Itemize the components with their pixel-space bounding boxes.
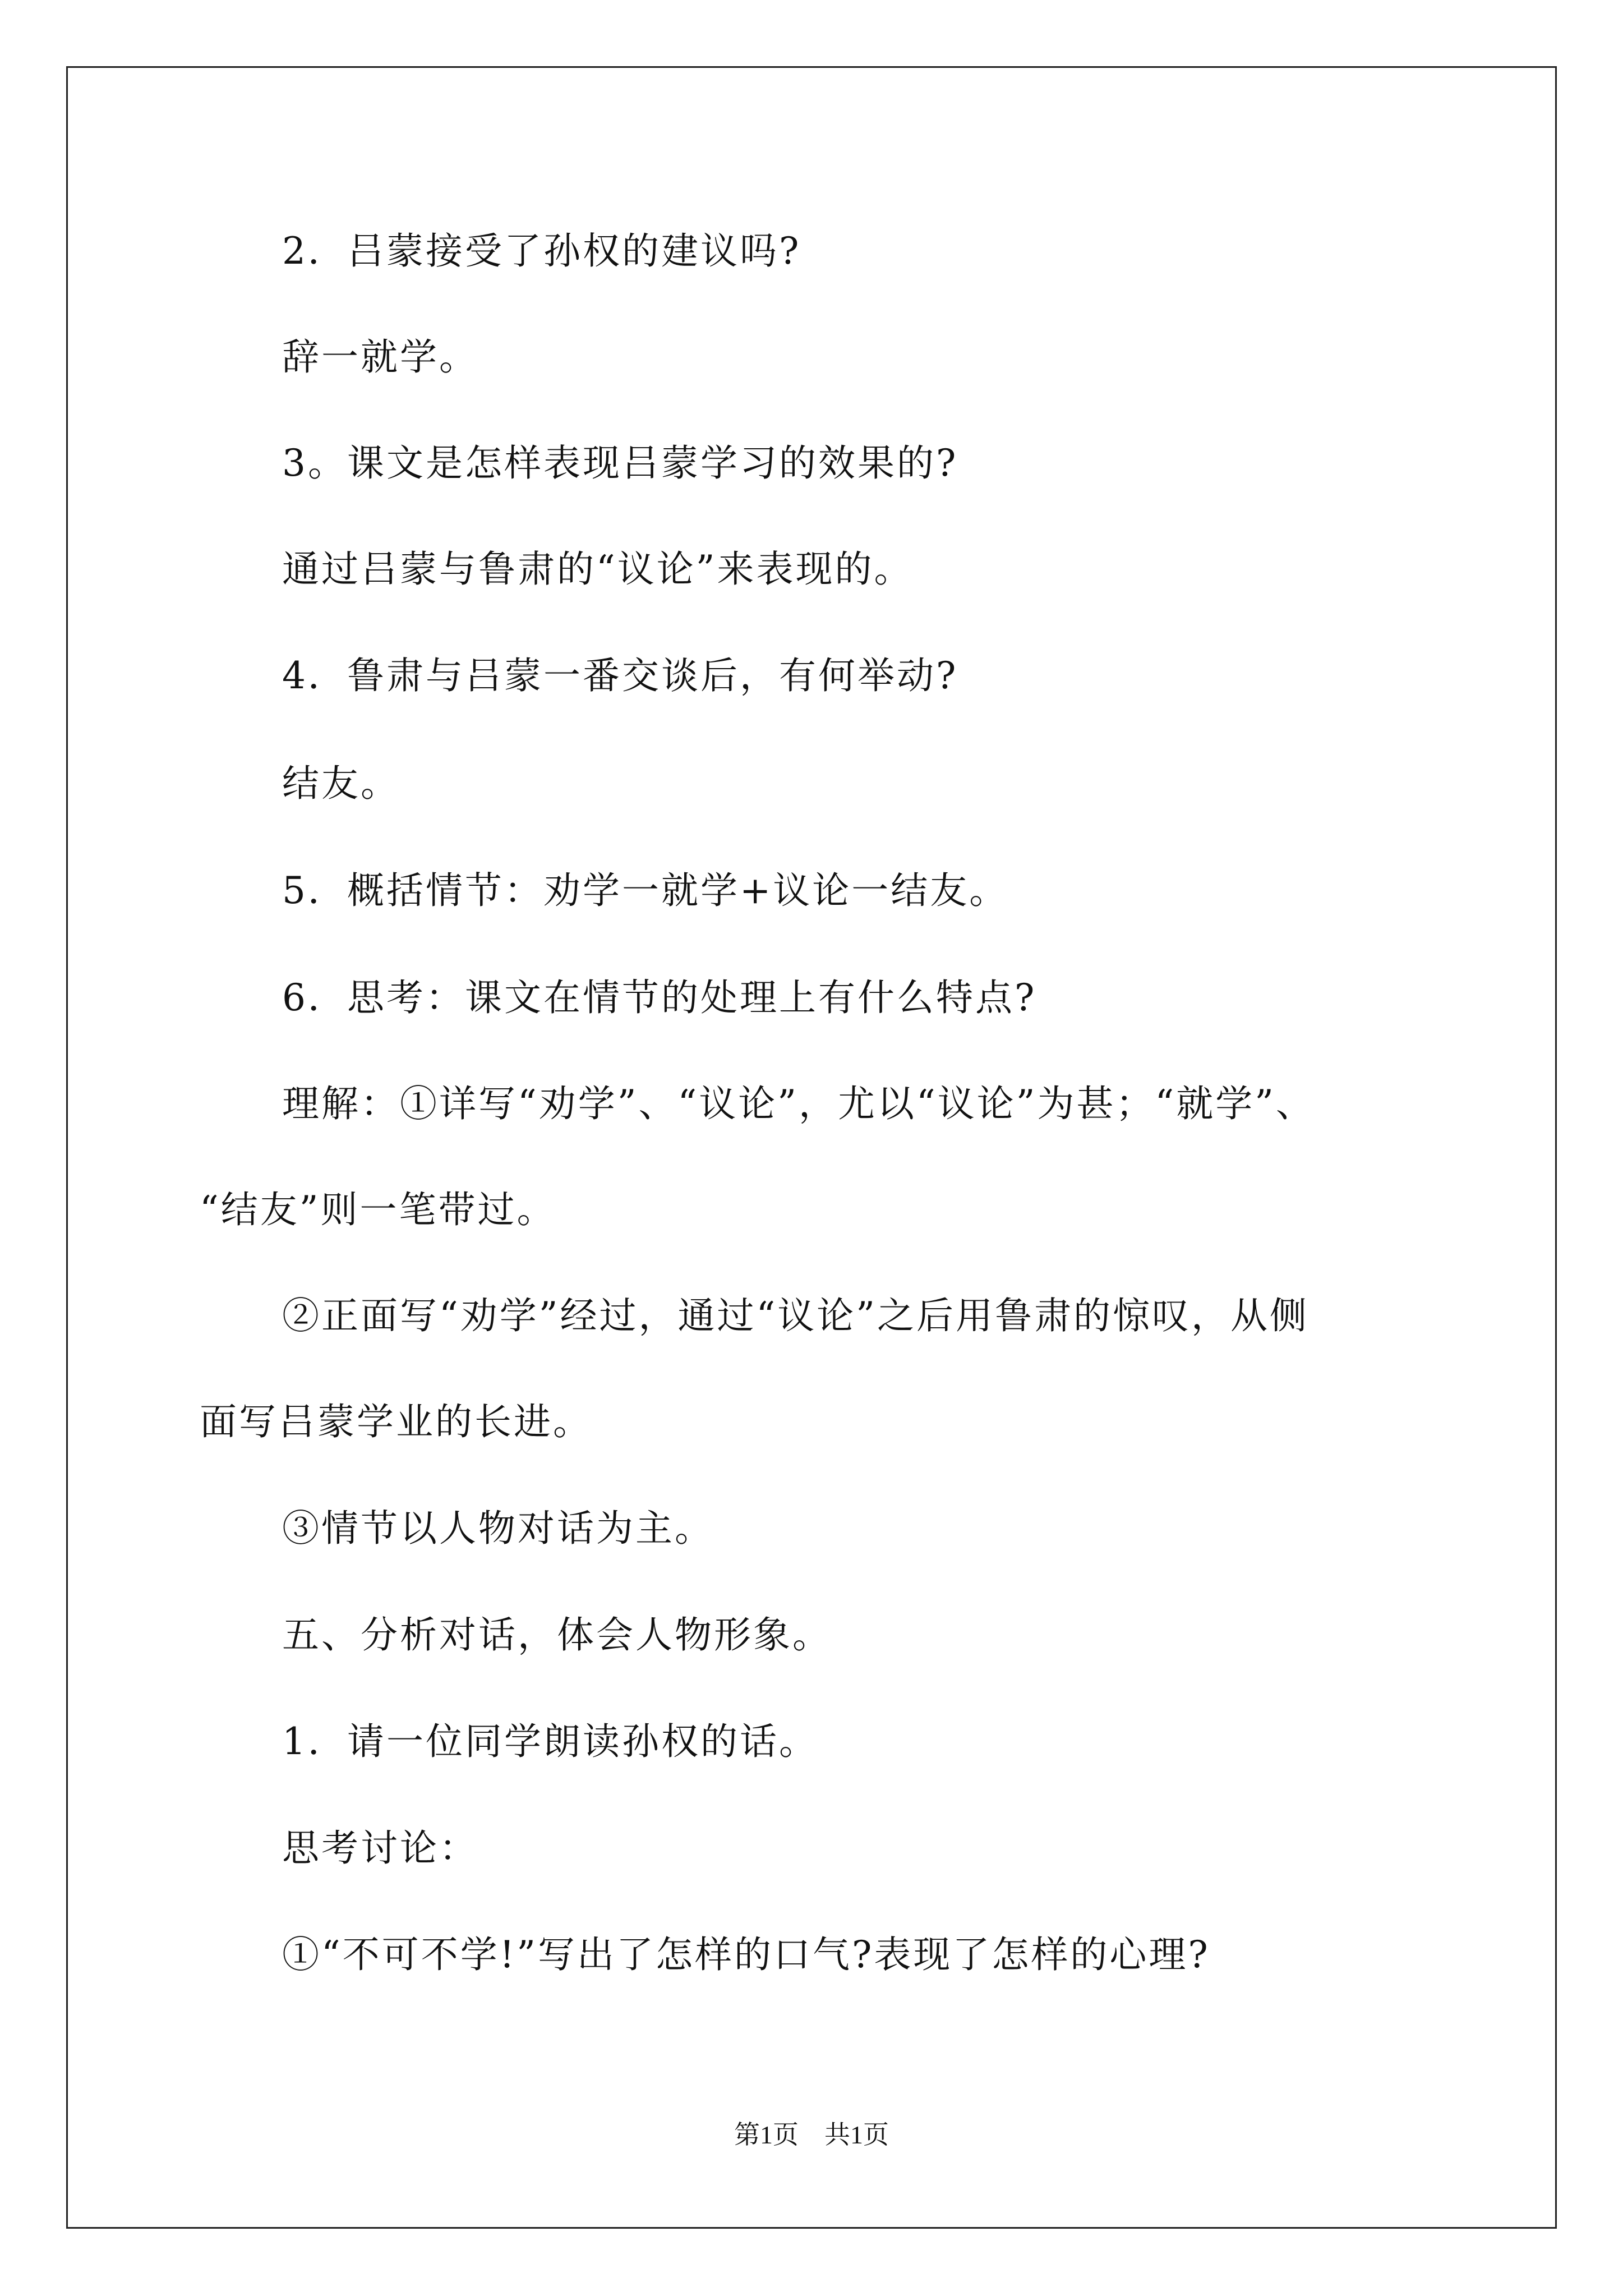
text-line: 五、分析对话，体会人物形象。 (282, 1613, 832, 1657)
text-line: 通过吕蒙与鲁肃的“议论”来表现的。 (282, 547, 914, 591)
text-line: 理解：①详写“劝学”、“议论”，尤以“议论”为甚；“就学”、 (282, 1082, 1315, 1125)
text-line: 面写吕蒙学业的长进。 (200, 1400, 592, 1443)
text-line: 6．思考：课文在情节的处理上有什么特点? (282, 976, 1037, 1019)
text-line: 1．请一位同学朗读孙权的话。 (282, 1720, 818, 1763)
text-line: ①“不可不学!”写出了怎样的口气?表现了怎样的心理? (282, 1933, 1210, 1976)
text-line: ②正面写“劝学”经过，通过“议论”之后用鲁肃的惊叹，从侧 (282, 1294, 1309, 1337)
text-line: 2．吕蒙接受了孙权的建议吗? (282, 229, 801, 273)
text-line: 思考讨论： (282, 1826, 478, 1870)
text-line: 5．概括情节：劝学一就学+议论一结友。 (282, 869, 1009, 912)
text-line: 辞一就学。 (282, 335, 478, 379)
text-line: “结友”则一笔带过。 (200, 1188, 556, 1231)
text-line: ③情节以人物对话为主。 (282, 1507, 714, 1550)
text-line: 结友。 (282, 762, 400, 805)
text-line: 4．鲁肃与吕蒙一番交谈后，有何举动? (282, 654, 958, 697)
page-footer: 第1页 共1页 (734, 2120, 889, 2149)
text-line: 3。课文是怎样表现吕蒙学习的效果的? (282, 441, 958, 485)
page-border (66, 66, 1557, 2229)
